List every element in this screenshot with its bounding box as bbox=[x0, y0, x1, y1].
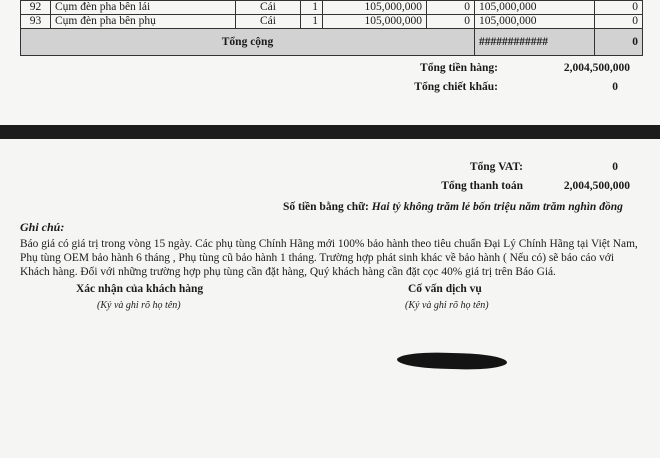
amount-in-words-label: Số tiền bằng chữ: bbox=[283, 201, 369, 213]
goods-total-value: 2,004,500,000 bbox=[563, 62, 630, 74]
redacted-signature-name bbox=[397, 352, 507, 371]
advisor-signature-note: (Ký và ghi rõ họ tên) bbox=[405, 300, 489, 311]
total-row bbox=[21, 29, 643, 56]
payment-total-label: Tổng thanh toán bbox=[441, 180, 523, 192]
vat-total-value: 0 bbox=[612, 161, 618, 173]
unit-price: 105,000,000 bbox=[323, 1, 427, 15]
table-row bbox=[21, 15, 643, 29]
vat-total-label: Tổng VAT: bbox=[469, 161, 523, 173]
line-amount: 105,000,000 bbox=[475, 1, 595, 15]
customer-signature-title: Xác nhận của khách hàng bbox=[76, 283, 204, 295]
discount: 0 bbox=[427, 15, 475, 29]
notes-line: Khách hàng. Đối với những trường hợp phụ tùng cần đặt hàng, Quý khách hàng cần đặt cọc 40% giá trị trên Báo Giá. bbox=[20, 266, 556, 278]
notes-line: Phụ tùng OEM bảo hành 6 tháng , Phụ tùng cũ bảo hành 1 tháng. Trường hợp phát sinh khác về bảo hành ( Nếu có) sẽ báo cáo với bbox=[20, 252, 614, 264]
line-vat: 0 bbox=[595, 15, 643, 29]
row-number: 92 bbox=[21, 1, 51, 15]
notes-title: Ghi chú: bbox=[20, 220, 65, 234]
quote-page-bottom bbox=[0, 139, 660, 458]
quote-table bbox=[20, 0, 643, 56]
quantity: 1 bbox=[301, 15, 323, 29]
notes-body bbox=[20, 237, 645, 279]
unit: Cái bbox=[236, 1, 301, 15]
amount-in-words-value: Hai tỷ không trăm lẻ bốn triệu năm trăm nghìn đồng bbox=[371, 201, 623, 213]
quantity: 1 bbox=[301, 1, 323, 15]
part-name: Cụm đèn pha bên phụ bbox=[51, 15, 236, 29]
goods-total-label: Tổng tiền hàng: bbox=[420, 62, 498, 74]
line-amount: 105,000,000 bbox=[475, 15, 595, 29]
total-label: Tổng cộng bbox=[21, 29, 475, 56]
discount-total-value: 0 bbox=[612, 81, 618, 93]
table-row bbox=[21, 1, 643, 15]
discount-total-label: Tổng chiết khấu: bbox=[414, 81, 498, 93]
part-name: Cụm đèn pha bên lái bbox=[51, 1, 236, 15]
notes-line: Báo giá có giá trị trong vòng 15 ngày. Các phụ tùng Chính Hãng mới 100% bảo hành theo tiêu chuẩn Đại Lý Chính Hãng tại Việt Nam, bbox=[20, 238, 638, 250]
total-vat: 0 bbox=[595, 29, 643, 56]
payment-total-value: 2,004,500,000 bbox=[563, 180, 630, 192]
line-vat: 0 bbox=[595, 1, 643, 15]
page-gap bbox=[0, 125, 660, 139]
quote-page-top bbox=[0, 0, 660, 125]
unit: Cái bbox=[236, 15, 301, 29]
advisor-signature-title: Cố vấn dịch vụ bbox=[408, 283, 482, 295]
discount: 0 bbox=[427, 1, 475, 15]
customer-signature-note: (Ký và ghi rõ họ tên) bbox=[97, 300, 181, 311]
unit-price: 105,000,000 bbox=[323, 15, 427, 29]
total-amount: ############ bbox=[475, 29, 595, 56]
row-number: 93 bbox=[21, 15, 51, 29]
amount-in-words bbox=[283, 201, 623, 213]
